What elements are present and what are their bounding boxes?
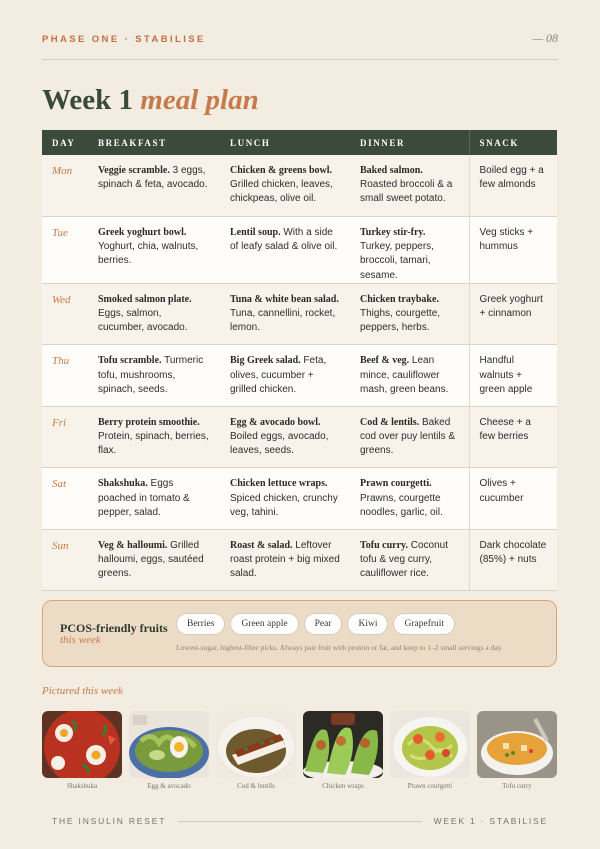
footer-brand: THE INSULIN RESET bbox=[52, 816, 167, 826]
dinner-dish-description: Roasted broccoli & a small sweet potato. bbox=[360, 179, 453, 205]
fruit-chip-list bbox=[176, 613, 455, 635]
column-header-snack: SNACK bbox=[469, 130, 557, 155]
breakfast-dish-name: Veggie scramble. bbox=[98, 165, 170, 176]
column-header-lunch: LUNCH bbox=[220, 130, 350, 155]
breakfast-dish-name: Shakshuka. bbox=[98, 478, 148, 490]
lunch-cell bbox=[220, 529, 350, 591]
table-row bbox=[42, 283, 557, 345]
lunch-cell bbox=[220, 345, 350, 407]
dinner-cell bbox=[350, 155, 469, 217]
lunch-dish-name: Lentil soup. bbox=[230, 227, 281, 238]
fruits-subtitle: this week bbox=[60, 634, 101, 646]
fruits-title: PCOS-friendly fruits bbox=[60, 621, 168, 635]
dinner-dish-description: Prawns, courgette noodles, garlic, oil. bbox=[360, 492, 443, 518]
breakfast-dish-name: Tofu scramble. bbox=[98, 355, 162, 367]
breakfast-dish-name: Berry protein smoothie. bbox=[98, 416, 200, 428]
tofu-curry-photo bbox=[477, 711, 557, 778]
lunch-dish-name: Egg & avocado bowl. bbox=[230, 416, 321, 428]
photo-card-prawn-courgetti bbox=[390, 711, 470, 790]
page-title bbox=[42, 82, 259, 118]
photo-caption-cod-lentils: Cod & lentils bbox=[237, 782, 275, 790]
lunch-cell bbox=[220, 217, 350, 284]
day-cell: Sat bbox=[42, 468, 88, 530]
dinner-cell bbox=[350, 217, 469, 284]
snack-cell: Boiled egg + a few almonds bbox=[469, 155, 557, 217]
page-footer bbox=[52, 814, 548, 828]
column-header-breakfast: BREAKFAST bbox=[88, 130, 220, 155]
column-header-day: DAY bbox=[42, 130, 88, 155]
lunch-dish-description: Feta, olives, cucumber + grilled chicken. bbox=[230, 355, 327, 395]
fruit-chip-green-apple: Green apple bbox=[230, 613, 298, 635]
fruit-chip-berries: Berries bbox=[176, 613, 225, 635]
title-strong: Week 1 bbox=[42, 84, 134, 116]
lunch-cell bbox=[220, 155, 350, 217]
photo-caption-shakshuka: Shakshuka bbox=[66, 782, 98, 790]
snack-cell: Greek yoghurt + cinnamon bbox=[469, 283, 557, 345]
breakfast-dish-name: Smoked salmon plate. bbox=[98, 293, 192, 305]
table-body bbox=[42, 155, 557, 591]
dinner-cell bbox=[350, 529, 469, 591]
footer-divider bbox=[178, 821, 421, 822]
dinner-dish-description: Coconut tofu & veg curry, cauliflower rice. bbox=[360, 539, 448, 580]
table-row bbox=[42, 406, 557, 468]
breakfast-cell bbox=[88, 406, 220, 468]
day-cell: Thu bbox=[42, 345, 88, 407]
breakfast-dish-description: Yoghurt, chia, walnuts, berries. bbox=[98, 241, 199, 267]
lunch-dish-description: Leftover roast protein + big mixed salad. bbox=[230, 539, 340, 580]
day-cell: Wed bbox=[42, 283, 88, 345]
phase-eyebrow: PHASE ONE · STABILISE bbox=[42, 34, 206, 45]
prawn-courgetti-photo bbox=[390, 711, 470, 778]
dinner-cell bbox=[350, 283, 469, 345]
photo-caption-egg-avocado: Egg & avocado bbox=[147, 782, 191, 790]
day-cell: Mon bbox=[42, 155, 88, 217]
dinner-dish-name: Tofu curry. bbox=[360, 539, 408, 551]
breakfast-cell bbox=[88, 468, 220, 530]
meal-plan-table bbox=[42, 130, 557, 591]
lunch-dish-description: Tuna, cannellini, rocket, lemon. bbox=[230, 308, 336, 334]
table-header-row bbox=[42, 130, 557, 155]
lunch-cell bbox=[220, 283, 350, 345]
breakfast-dish-description: Eggs poached in tomato & pepper, salad. bbox=[98, 478, 190, 518]
breakfast-cell bbox=[88, 283, 220, 345]
chicken-wraps-photo bbox=[303, 711, 383, 778]
breakfast-cell bbox=[88, 217, 220, 284]
photo-card-shakshuka bbox=[42, 711, 122, 790]
dinner-dish-description: Thighs, courgette, peppers, herbs. bbox=[360, 308, 441, 334]
lunch-dish-name: Roast & salad. bbox=[230, 539, 293, 551]
snack-cell: Dark chocolate (85%) + nuts bbox=[469, 529, 557, 591]
dinner-cell bbox=[350, 468, 469, 530]
breakfast-dish-description: Protein, spinach, berries, flax. bbox=[98, 431, 209, 457]
day-cell: Fri bbox=[42, 406, 88, 468]
photo-card-egg-avocado bbox=[129, 711, 209, 790]
dinner-dish-name: Chicken traybake. bbox=[360, 293, 439, 305]
fruits-note: Lowest-sugar, highest-fibre picks. Always pair fruit with protein or fat, and keep to 1–2 small servings a day. bbox=[176, 643, 503, 652]
lunch-dish-name: Tuna & white bean salad. bbox=[230, 293, 339, 305]
cod-lentils-photo bbox=[216, 711, 296, 778]
lunch-cell bbox=[220, 468, 350, 530]
table-row bbox=[42, 217, 557, 284]
photo-caption-chicken-wraps: Chicken wraps bbox=[322, 782, 364, 790]
egg-avocado-photo bbox=[129, 711, 209, 778]
breakfast-dish-description: Turmeric tofu, mushrooms, spinach, seeds. bbox=[98, 355, 204, 395]
day-cell: Sun bbox=[42, 529, 88, 591]
pictured-heading: Pictured this week bbox=[42, 685, 123, 697]
lunch-dish-description: Grilled chicken, leaves, chickpeas, olive oil. bbox=[230, 179, 333, 205]
dinner-dish-name: Beef & veg. bbox=[360, 355, 410, 367]
lunch-dish-name: Chicken lettuce wraps. bbox=[230, 478, 328, 490]
photo-card-tofu-curry bbox=[477, 711, 557, 790]
photo-card-chicken-wraps bbox=[303, 711, 383, 790]
lunch-dish-name: Big Greek salad. bbox=[230, 355, 301, 367]
photo-caption-prawn-courgetti: Prawn courgetti bbox=[407, 782, 453, 790]
dinner-dish-name: Prawn courgetti. bbox=[360, 478, 432, 490]
photo-caption-tofu-curry: Tofu curry bbox=[502, 782, 532, 790]
dinner-cell bbox=[350, 406, 469, 468]
photo-card-cod-lentils bbox=[216, 711, 296, 790]
snack-cell: Olives + cucumber bbox=[469, 468, 557, 530]
lunch-cell bbox=[220, 406, 350, 468]
page-header bbox=[42, 30, 558, 60]
fruit-chip-pear: Pear bbox=[304, 613, 343, 635]
shakshuka-photo bbox=[42, 711, 122, 778]
snack-cell: Veg sticks + hummus bbox=[469, 217, 557, 284]
breakfast-dish-description: Grilled halloumi, eggs, sautéed greens. bbox=[98, 539, 204, 580]
table-row bbox=[42, 529, 557, 591]
dinner-dish-description: Lean mince, cauliflower mash, green beans. bbox=[360, 355, 449, 395]
table-row bbox=[42, 468, 557, 530]
breakfast-cell bbox=[88, 155, 220, 217]
lunch-dish-description: Boiled eggs, avocado, leaves, seeds. bbox=[230, 431, 329, 457]
snack-cell: Handful walnuts + green apple bbox=[469, 345, 557, 407]
dinner-cell bbox=[350, 345, 469, 407]
column-header-dinner: DINNER bbox=[350, 130, 469, 155]
fruit-chip-grapefruit: Grapefruit bbox=[393, 613, 455, 635]
breakfast-dish-name: Greek yoghurt bowl. bbox=[98, 227, 187, 238]
table-row bbox=[42, 345, 557, 407]
fruits-panel bbox=[42, 600, 557, 667]
lunch-dish-description: With a side of leafy salad & olive oil. bbox=[230, 227, 338, 253]
dinner-dish-name: Turkey stir-fry. bbox=[360, 227, 426, 238]
snack-cell: Cheese + a few berries bbox=[469, 406, 557, 468]
dinner-dish-name: Cod & lentils. bbox=[360, 416, 420, 428]
dinner-dish-name: Baked salmon. bbox=[360, 165, 423, 176]
breakfast-cell bbox=[88, 529, 220, 591]
breakfast-cell bbox=[88, 345, 220, 407]
dinner-dish-description: Turkey, peppers, broccoli, tamari, sesame. bbox=[360, 241, 434, 281]
page-number: — 08 bbox=[532, 31, 558, 45]
breakfast-dish-name: Veg & halloumi. bbox=[98, 539, 168, 551]
title-italic: meal plan bbox=[140, 84, 259, 116]
day-cell: Tue bbox=[42, 217, 88, 284]
lunch-dish-description: Spiced chicken, crunchy veg, tahini. bbox=[230, 492, 338, 518]
lunch-dish-name: Chicken & greens bowl. bbox=[230, 165, 333, 176]
breakfast-dish-description: Eggs, salmon, cucumber, avocado. bbox=[98, 308, 188, 334]
footer-section: WEEK 1 · STABILISE bbox=[433, 816, 548, 826]
photo-strip bbox=[42, 711, 557, 790]
fruit-chip-kiwi: Kiwi bbox=[347, 613, 388, 635]
dinner-dish-description: Baked cod over puy lentils & greens. bbox=[360, 416, 456, 457]
table-row bbox=[42, 155, 557, 217]
breakfast-dish-description: 3 eggs, spinach & feta, avocado. bbox=[98, 165, 208, 191]
